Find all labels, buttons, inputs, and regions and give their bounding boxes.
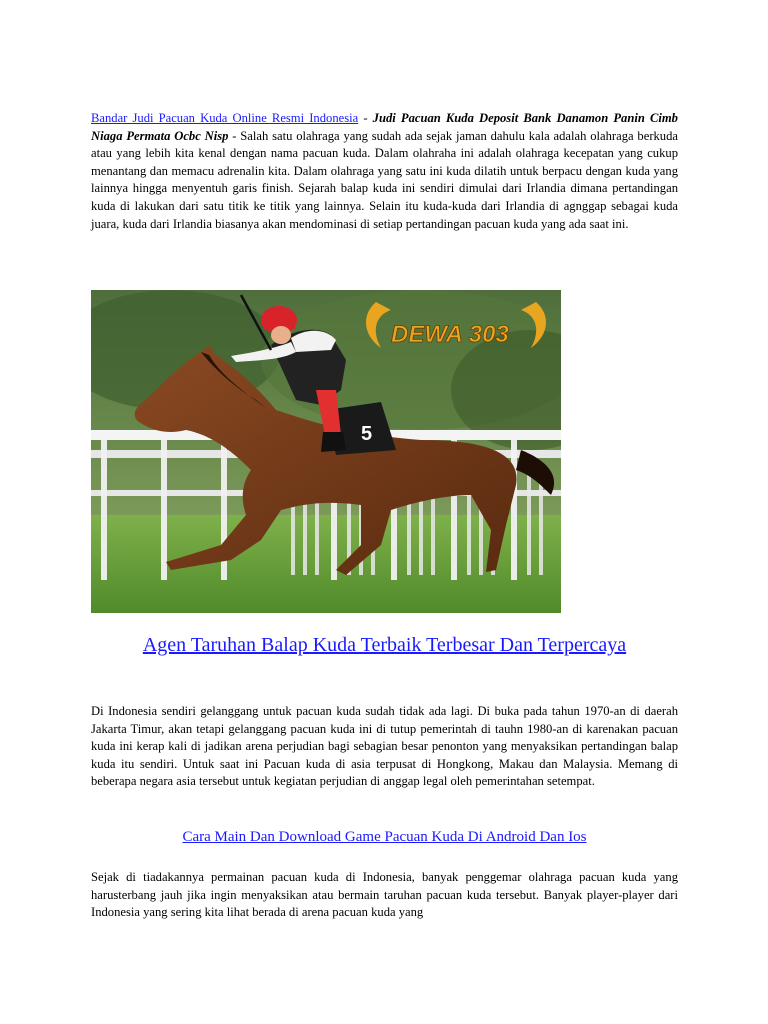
paragraph-3	[91, 869, 678, 922]
intro-bold-text: Judi Pacuan Kuda Deposit Bank Danamon Panin Cimb Niaga Permata Ocbc Nisp	[91, 111, 678, 143]
heading-2-link[interactable]: Cara Main Dan Download Game Pacuan Kuda Di Android Dan Ios	[182, 829, 587, 845]
paragraph-2	[91, 703, 678, 791]
intro-paragraph	[91, 110, 678, 233]
logo-text: DEWA 303	[391, 321, 509, 348]
intro-link[interactable]: Bandar Judi Pacuan Kuda Online Resmi Indonesia	[91, 111, 359, 125]
paragraph-2-text: Di Indonesia sendiri gelanggang untuk pacuan kuda sudah tidak ada lagi. Di buka pada tahun 1970-an di daerah Jakarta Timur, akan tetapi gelanggang pacuan kuda ini di tutup pemerintah di tauhn 1980-an di karenakan pacuan kuda ini kerap kali di jadikan arena perjudian bagi sebagian besar penonton yang menyaksikan pertandingan balap kuda itu sendiri. Untuk saat ini Pacuan kuda di asia terpusat di Hongkong, Makau dan Malaysia. Memang di beberapa negara asia tersebut untuk kegiatan perjudian di anggap legal oleh pemerintahan setempat.	[91, 704, 678, 789]
intro-body-text: - Salah satu olahraga yang sudah ada sejak jaman dahulu kala adalah olahraga berkuda atau yang lebih kita kenal dengan nama pacuan kuda. Dalam olahraha ini adalah olahraga kecepatan yang cukup menantang dan memacu adrenalin kita. Dalam olahraga yang satu ini kuda dilatih untuk berpacu dengan kuda yang lainnya hingga menyentuh garis finish. Sejarah balap kuda ini sendiri dimulai dari Irlandia dimana pertandingan kuda di lakukan dari satu titik ke titik yang lainnya. Selain itu kuda-kuda dari Irlandia di agnggap sebagai kuda juara, kuda dari Irlandia biasanya akan mendominasi di setiap pertandingan pacuan kuda yang ada saat ini.	[91, 128, 678, 231]
section-heading-1	[91, 632, 678, 659]
horse-racing-photo	[91, 290, 561, 613]
saddle-number: 5	[361, 423, 373, 445]
paragraph-3-text: Sejak di tiadakannya permainan pacuan kuda di Indonesia, banyak penggemar olahraga pacuan kuda yang harusterbang jauh jika ingin menyaksikan atau bermain taruhan pacuan kuda tersebut. Banyak player-player dari Indonesia yang sering kita lihat berada di arena pacuan kuda yang	[91, 870, 678, 920]
intro-separator: -	[358, 111, 373, 125]
section-heading-2	[91, 827, 678, 847]
heading-1-link[interactable]: Agen Taruhan Balap Kuda Terbaik Terbesar Dan Terpercaya	[142, 634, 627, 656]
